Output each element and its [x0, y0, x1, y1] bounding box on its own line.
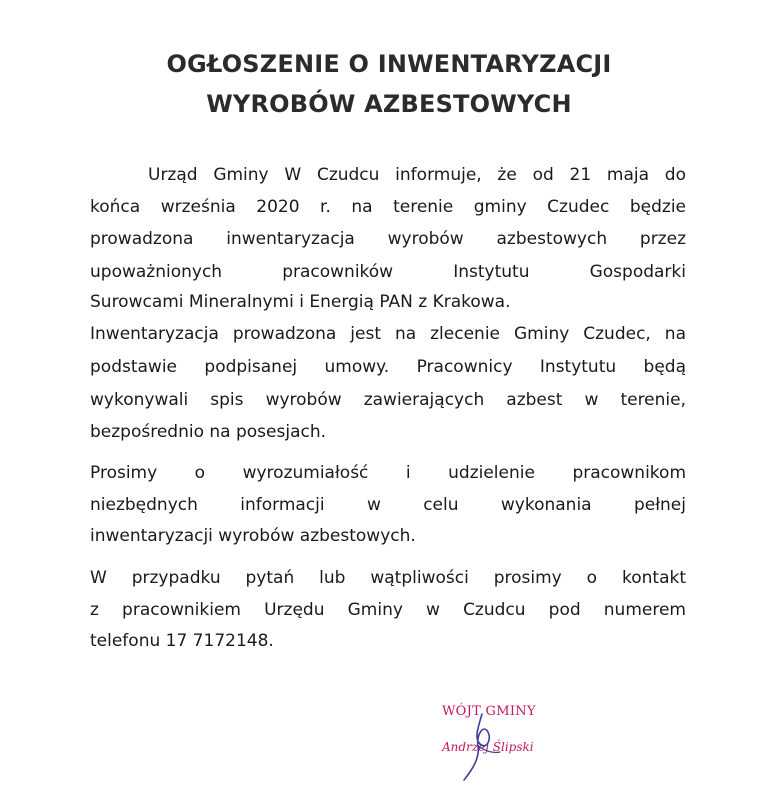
- paragraph-2-line-4: bezpośrednio na posesjach.: [90, 422, 327, 442]
- paragraph-4-line-3: telefonu 17 7172148.: [90, 631, 274, 651]
- paragraph-1-line-1: Urząd Gminy W Czudcu informuje, że od 21 maja do: [148, 165, 686, 185]
- paragraph-2-line-2: podstawie podpisanej umowy. Pracownicy Instytutu będą: [90, 357, 686, 377]
- stamp-name: Andrzej Ślipski: [442, 740, 534, 754]
- paragraph-3-line-3: inwentaryzacji wyrobów azbestowych.: [90, 526, 416, 546]
- paragraph-1-line-5: Surowcami Mineralnymi i Energią PAN z Krakowa.: [90, 292, 511, 312]
- paragraph-2-line-3: wykonywali spis wyrobów zawierających azbest w terenie,: [90, 390, 686, 410]
- paragraph-3-line-1: Prosimy o wyrozumiałość i udzielenie pracownikom: [90, 463, 686, 483]
- paragraph-1-line-4: upoważnionych pracowników Instytutu Gospodarki: [90, 262, 686, 282]
- document-title-line-2: WYROBÓW AZBESTOWYCH: [206, 90, 572, 118]
- paragraph-2-line-1: Inwentaryzacja prowadzona jest na zlecenie Gminy Czudec, na: [90, 324, 686, 344]
- handwritten-signature: [420, 694, 580, 784]
- paragraph-4-line-1: W przypadku pytań lub wątpliwości prosimy o kontakt: [90, 568, 686, 588]
- paragraph-1-line-2: końca września 2020 r. na terenie gminy Czudec będzie: [90, 197, 686, 217]
- paragraph-4-line-2: z pracownikiem Urzędu Gminy w Czudcu pod numerem: [90, 600, 686, 620]
- paragraph-3-line-2: niezbędnych informacji w celu wykonania pełnej: [90, 495, 686, 515]
- paragraph-1-line-3: prowadzona inwentaryzacja wyrobów azbestowych przez: [90, 229, 686, 249]
- official-stamp: [420, 694, 580, 784]
- document-title-line-1: OGŁOSZENIE O INWENTARYZACJI: [166, 50, 612, 78]
- stamp-title: WÓJT GMINY: [442, 704, 536, 719]
